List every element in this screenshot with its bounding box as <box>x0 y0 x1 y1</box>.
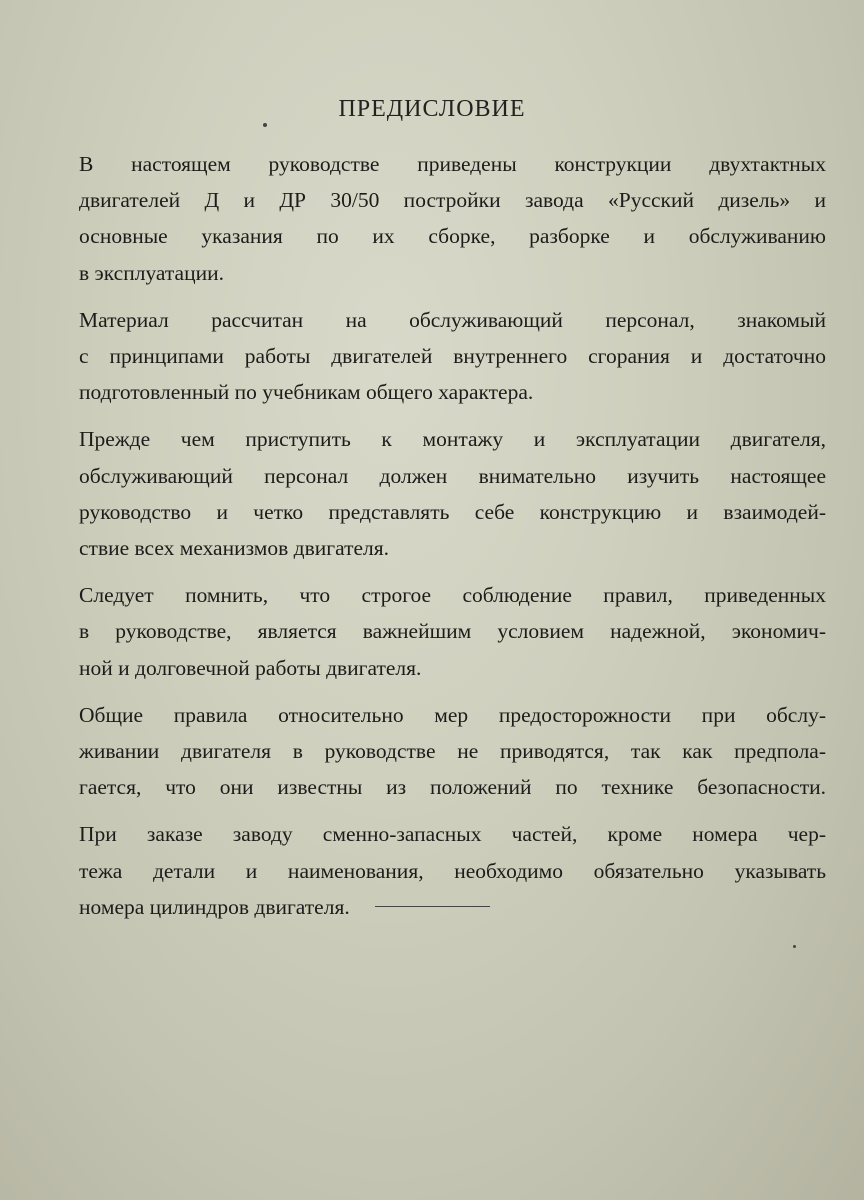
paragraph <box>40 421 826 566</box>
text-line: живании двигателя в руководстве не приводятся, так как предпола- <box>79 739 826 764</box>
text-line: В настоящем руководстве приведены конструкции двухтактных <box>79 152 826 176</box>
paragraph <box>40 816 826 925</box>
text-line: При заказе заводу сменно-запасных частей, кроме номера чер- <box>79 822 826 847</box>
text-line: Материал рассчитан на обслуживающий персонал, знакомый <box>79 307 826 332</box>
print-speck <box>263 123 267 127</box>
text-line: обслуживающий персонал должен внимательно изучить настоящее <box>79 463 826 488</box>
paragraph <box>40 302 826 411</box>
text-line: ствие всех механизмов двигателя. <box>79 536 390 561</box>
text-line: двигателей Д и ДР 30/50 постройки завода «Русский дизель» и <box>79 188 826 213</box>
text-line: ной и долговечной работы двигателя. <box>79 655 422 680</box>
text-line: Следует помнить, что строгое соблюдение правил, приведенных <box>79 583 826 608</box>
text-line: основные указания по их сборке, разборке и обслуживанию <box>79 224 826 249</box>
page-title: ПРЕДИСЛОВИЕ <box>338 96 526 122</box>
text-line: в эксплуатации. <box>79 260 224 285</box>
text-line: в руководстве, является важнейшим условием надежной, экономич- <box>79 619 826 644</box>
text-line: руководство и четко представлять себе конструкцию и взаимодей- <box>79 499 826 524</box>
paragraph <box>40 577 826 686</box>
text-line: номера цилиндров двигателя. <box>79 894 350 919</box>
paragraph <box>40 146 826 291</box>
preface-body <box>40 146 826 936</box>
text-line: тежа детали и наименования, необходимо обязательно указывать <box>79 858 826 883</box>
text-line: с принципами работы двигателей внутреннего сгорания и достаточно <box>79 344 826 369</box>
section-end-rule <box>375 906 490 907</box>
print-speck <box>793 945 796 948</box>
paragraph <box>40 697 826 806</box>
text-line: Прежде чем приступить к монтажу и эксплуатации двигателя, <box>79 427 826 452</box>
text-line: Общие правила относительно мер предосторожности при обслу- <box>79 702 826 727</box>
text-line: гается, что они известны из положений по технике безопасности. <box>79 775 826 800</box>
text-line: подготовленный по учебникам общего характера. <box>79 380 534 405</box>
